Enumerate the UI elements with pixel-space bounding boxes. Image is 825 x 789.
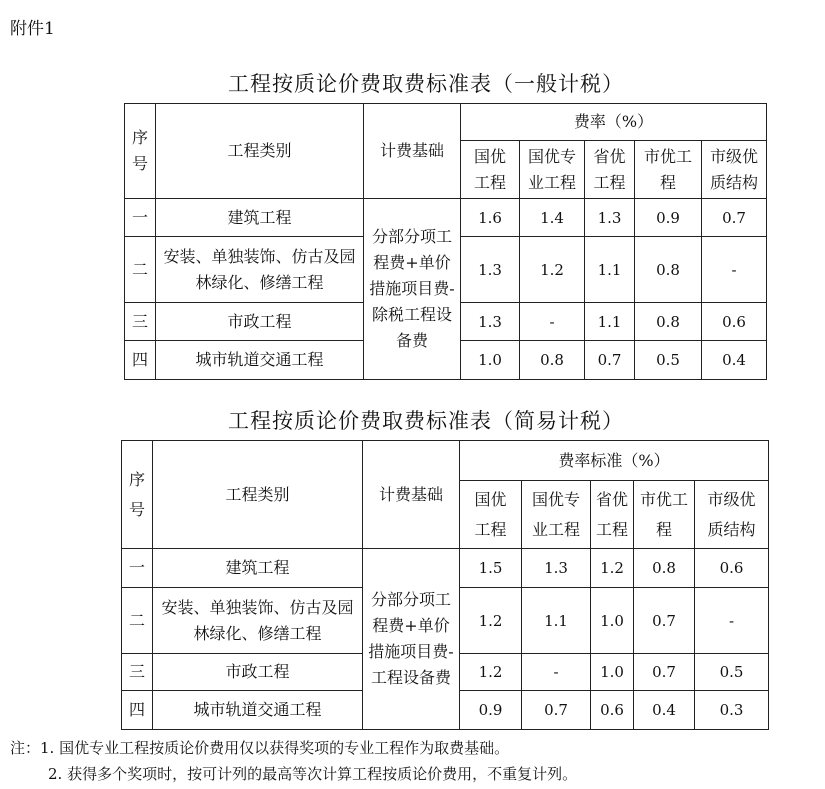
header-col-5: 市级优质结构 — [702, 141, 767, 199]
header-col-2: 国优专业工程 — [520, 141, 585, 199]
rate-cell: 0.9 — [635, 199, 702, 237]
header-col-1: 国优工程 — [460, 481, 522, 549]
basis-cell: 分部分项工程费+单价措施项目费-工程设备费 — [363, 549, 460, 730]
rate-cell: 1.3 — [585, 199, 635, 237]
rate-cell: 0.4 — [702, 341, 767, 380]
rate-cell: 0.8 — [634, 549, 695, 588]
header-rate-group: 费率（%） — [461, 104, 767, 141]
header-basis: 计费基础 — [364, 104, 461, 199]
rate-cell: 0.7 — [634, 654, 695, 691]
rate-cell: 0.5 — [695, 654, 769, 691]
row-category: 建筑工程 — [153, 549, 363, 588]
row-category: 市政工程 — [153, 654, 363, 691]
rate-cell: 0.7 — [634, 588, 695, 654]
row-seq: 三 — [122, 654, 153, 691]
header-seq: 序号 — [125, 104, 156, 199]
header-col-3: 省优工程 — [591, 481, 634, 549]
row-seq: 二 — [122, 588, 153, 654]
row-category: 城市轨道交通工程 — [153, 691, 363, 730]
rate-cell: 1.1 — [585, 303, 635, 341]
header-col-3: 省优工程 — [585, 141, 635, 199]
rate-cell: 1.0 — [591, 588, 634, 654]
header-col-2: 国优专业工程 — [522, 481, 591, 549]
rate-cell: 0.7 — [585, 341, 635, 380]
row-seq: 一 — [125, 199, 156, 237]
header-rate-group: 费率标准（%） — [460, 441, 769, 481]
rate-cell: 0.8 — [520, 341, 585, 380]
rate-cell: 0.7 — [522, 691, 591, 730]
rate-cell: 1.2 — [460, 654, 522, 691]
rate-cell: 1.2 — [520, 237, 585, 303]
rate-cell: 0.3 — [695, 691, 769, 730]
row-category: 城市轨道交通工程 — [156, 341, 364, 380]
header-basis: 计费基础 — [363, 441, 460, 549]
header-seq: 序号 — [122, 441, 153, 549]
rate-cell: 0.8 — [635, 237, 702, 303]
table2-title: 工程按质论价费取费标准表（简易计税） — [228, 409, 624, 433]
row-seq: 二 — [125, 237, 156, 303]
rate-cell: 1.6 — [461, 199, 520, 237]
rate-cell: 1.5 — [460, 549, 522, 588]
header-col-1: 国优工程 — [461, 141, 520, 199]
rate-cell: 1.2 — [591, 549, 634, 588]
rate-cell: 1.0 — [591, 654, 634, 691]
attachment-label: 附件1 — [10, 19, 55, 39]
rate-cell: 1.3 — [461, 237, 520, 303]
header-col-5: 市级优质结构 — [695, 481, 769, 549]
rate-cell: 0.6 — [695, 549, 769, 588]
row-seq: 四 — [122, 691, 153, 730]
header-col-4: 市优工程 — [635, 141, 702, 199]
row-category: 安装、单独装饰、仿古及园林绿化、修缮工程 — [153, 588, 363, 654]
row-category: 市政工程 — [156, 303, 364, 341]
fee-table-general-tax — [124, 103, 767, 380]
header-category: 工程类别 — [153, 441, 363, 549]
row-seq: 三 — [125, 303, 156, 341]
rate-cell: 0.9 — [460, 691, 522, 730]
row-seq: 一 — [122, 549, 153, 588]
rate-cell: - — [522, 654, 591, 691]
row-seq: 四 — [125, 341, 156, 380]
rate-cell: 0.8 — [635, 303, 702, 341]
rate-cell: - — [702, 237, 767, 303]
table1-title: 工程按质论价费取费标准表（一般计税） — [228, 72, 624, 96]
rate-cell: 1.3 — [522, 549, 591, 588]
rate-cell: 1.1 — [585, 237, 635, 303]
note-2: 2. 获得多个奖项时，按可计列的最高等次计算工程按质论价费用，不重复计列。 — [48, 765, 578, 783]
row-category: 安装、单独装饰、仿古及园林绿化、修缮工程 — [156, 237, 364, 303]
rate-cell: 0.6 — [591, 691, 634, 730]
basis-cell: 分部分项工程费+单价措施项目费-除税工程设备费 — [364, 199, 461, 380]
row-category: 建筑工程 — [156, 199, 364, 237]
rate-cell: 0.6 — [702, 303, 767, 341]
rate-cell: 1.1 — [522, 588, 591, 654]
rate-cell: 1.0 — [461, 341, 520, 380]
rate-cell: 0.4 — [634, 691, 695, 730]
rate-cell: 0.5 — [635, 341, 702, 380]
fee-table-simple-tax — [121, 440, 769, 730]
note-1: 注：1. 国优专业工程按质论价费用仅以获得奖项的专业工程作为取费基础。 — [10, 739, 510, 757]
rate-cell: 0.7 — [702, 199, 767, 237]
rate-cell: 1.3 — [461, 303, 520, 341]
header-col-4: 市优工程 — [634, 481, 695, 549]
rate-cell: 1.2 — [460, 588, 522, 654]
header-category: 工程类别 — [156, 104, 364, 199]
rate-cell: 1.4 — [520, 199, 585, 237]
rate-cell: - — [695, 588, 769, 654]
rate-cell: - — [520, 303, 585, 341]
